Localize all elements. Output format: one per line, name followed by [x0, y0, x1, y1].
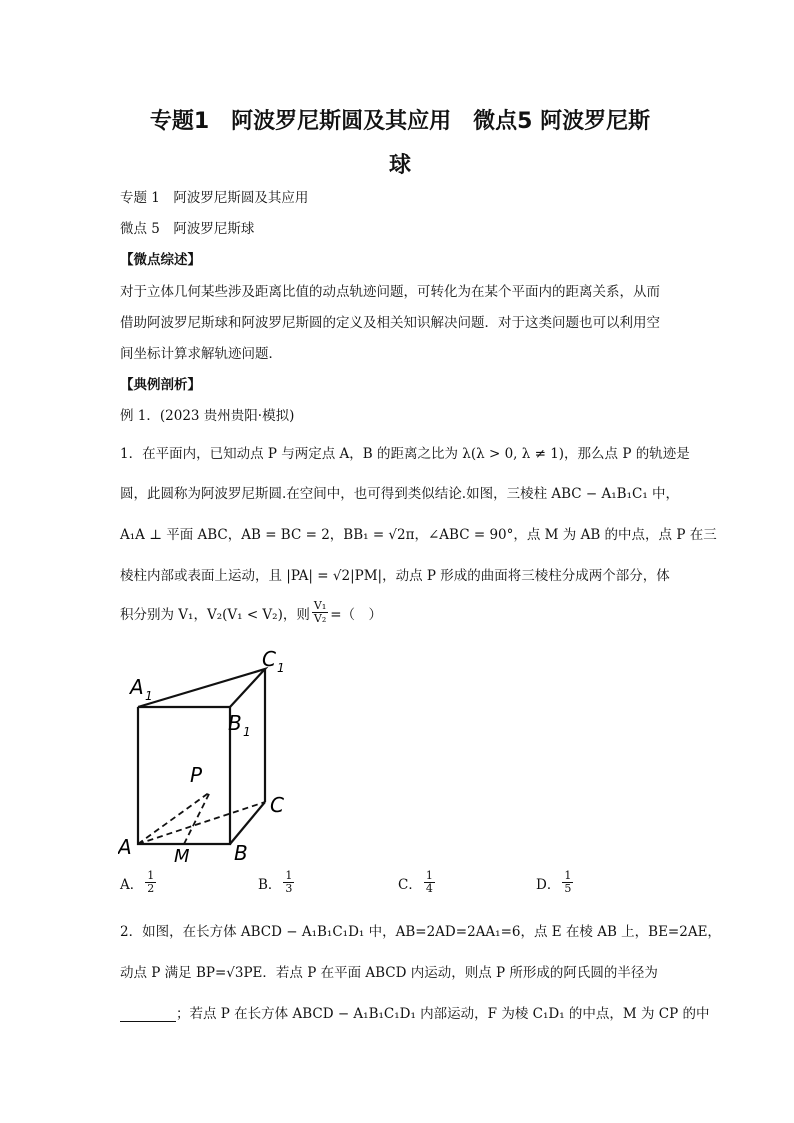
- choice-d[interactable]: [536, 870, 575, 895]
- q1-line-2: 圆，此圆称为阿波罗尼斯圆.在空间中，也可得到类似结论.如图，三棱柱 ABC − A₁B₁C₁ 中，: [120, 486, 680, 502]
- choice-c-denominator: 4: [425, 882, 433, 895]
- topic-line: 专题 1 阿波罗尼斯圆及其应用: [120, 190, 309, 206]
- label-c: C: [270, 793, 284, 817]
- label-b1: B: [228, 711, 242, 735]
- label-b1-sub: 1: [243, 725, 251, 739]
- page-title: [110, 100, 690, 188]
- q1-line-3: A₁A ⊥ 平面 ABC，AB = BC = 2，BB₁ = √2π，∠ABC = 90°，点 M 为 AB 的中点，点 P 在三: [120, 527, 717, 543]
- dashed-a-p: [138, 792, 210, 844]
- choice-a-numerator: 1: [147, 869, 155, 882]
- choice-a[interactable]: [120, 870, 158, 895]
- point-line: 微点 5 阿波罗尼斯球: [120, 221, 255, 237]
- label-p: P: [190, 763, 203, 787]
- choice-b-denominator: 3: [285, 882, 293, 895]
- summary-heading: 【微点综述】: [120, 252, 201, 268]
- dashed-a-c: [138, 802, 265, 844]
- ratio-denominator: V₂: [313, 612, 327, 625]
- q1-line-5-text: 积分别为 V₁，V₂(V₁ < V₂)，则: [120, 606, 310, 623]
- choice-a-denominator: 2: [147, 882, 155, 895]
- label-a: A: [118, 835, 132, 859]
- choice-a-fraction: [145, 870, 156, 895]
- title-line-1: 专题1 阿波罗尼斯圆及其应用 微点5 阿波罗尼斯: [149, 109, 651, 134]
- choice-b-fraction: [283, 870, 294, 895]
- choice-b[interactable]: [258, 870, 296, 895]
- q2-line-3-row: [120, 1002, 710, 1022]
- choice-c-fraction: [424, 870, 435, 895]
- prism-figure: [118, 642, 298, 867]
- q1-line-1: 1．在平面内，已知动点 P 与两定点 A，B 的距离之比为 λ(λ > 0, λ ≠ 1)，那么点 P 的轨迹是: [120, 446, 690, 462]
- example-label: 例 1．(2023 贵州贵阳·模拟): [120, 408, 295, 424]
- label-a1: A: [130, 675, 144, 699]
- ratio-fraction: [312, 600, 328, 625]
- q1-line-4: 棱柱内部或表面上运动，且 |PA| = √2|PM|，动点 P 形成的曲面将三棱柱分成两个部分，体: [120, 568, 670, 584]
- title-line-2: 球: [388, 153, 411, 178]
- choice-c-letter: C．: [398, 876, 422, 893]
- ratio-numerator: V₁: [313, 599, 327, 612]
- choice-b-numerator: 1: [285, 869, 293, 882]
- examples-heading: 【典例剖析】: [120, 377, 201, 393]
- label-c1: C: [262, 647, 276, 671]
- label-b: B: [234, 841, 248, 865]
- summary-line-2: 借助阿波罗尼斯球和阿波罗尼斯圆的定义及相关知识解决问题．对于这类问题也可以利用空: [120, 315, 660, 331]
- choice-c-numerator: 1: [425, 869, 433, 882]
- choice-c[interactable]: [398, 870, 437, 895]
- top-face-edges: [138, 669, 265, 707]
- choice-d-numerator: 1: [564, 869, 572, 882]
- label-c1-sub: 1: [277, 661, 285, 675]
- choice-d-fraction: [562, 870, 573, 895]
- q2-line-3: ；若点 P 在长方体 ABCD − A₁B₁C₁D₁ 内部运动，F 为棱 C₁D₁ 的中点，M 为 CP 的中: [176, 1006, 710, 1022]
- q2-line-2: 动点 P 满足 BP=√3PE．若点 P 在平面 ABCD 内运动，则点 P 所形成的阿氏圆的半径为: [120, 965, 658, 981]
- front-face: [138, 707, 230, 844]
- q2-line-1: 2．如图，在长方体 ABCD − A₁B₁C₁D₁ 中，AB=2AD=2AA₁=6，点 E 在棱 AB 上，BE=2AE，: [120, 924, 721, 940]
- choice-d-denominator: 5: [564, 882, 572, 895]
- q1-line-5-tail: =（ ）: [330, 606, 383, 623]
- label-a1-sub: 1: [145, 689, 153, 703]
- answer-blank[interactable]: [120, 1007, 176, 1022]
- summary-line-1: 对于立体几何某些涉及距离比值的动点轨迹问题，可转化为在某个平面内的距离关系，从而: [120, 284, 660, 300]
- choice-a-letter: A．: [120, 876, 144, 893]
- summary-line-3: 间坐标计算求解轨迹问题．: [120, 346, 282, 362]
- choice-d-letter: D．: [536, 876, 561, 893]
- choice-b-letter: B．: [258, 876, 282, 893]
- q1-line-5: [120, 600, 382, 625]
- dashed-m-p: [184, 792, 210, 844]
- label-m: M: [174, 846, 190, 867]
